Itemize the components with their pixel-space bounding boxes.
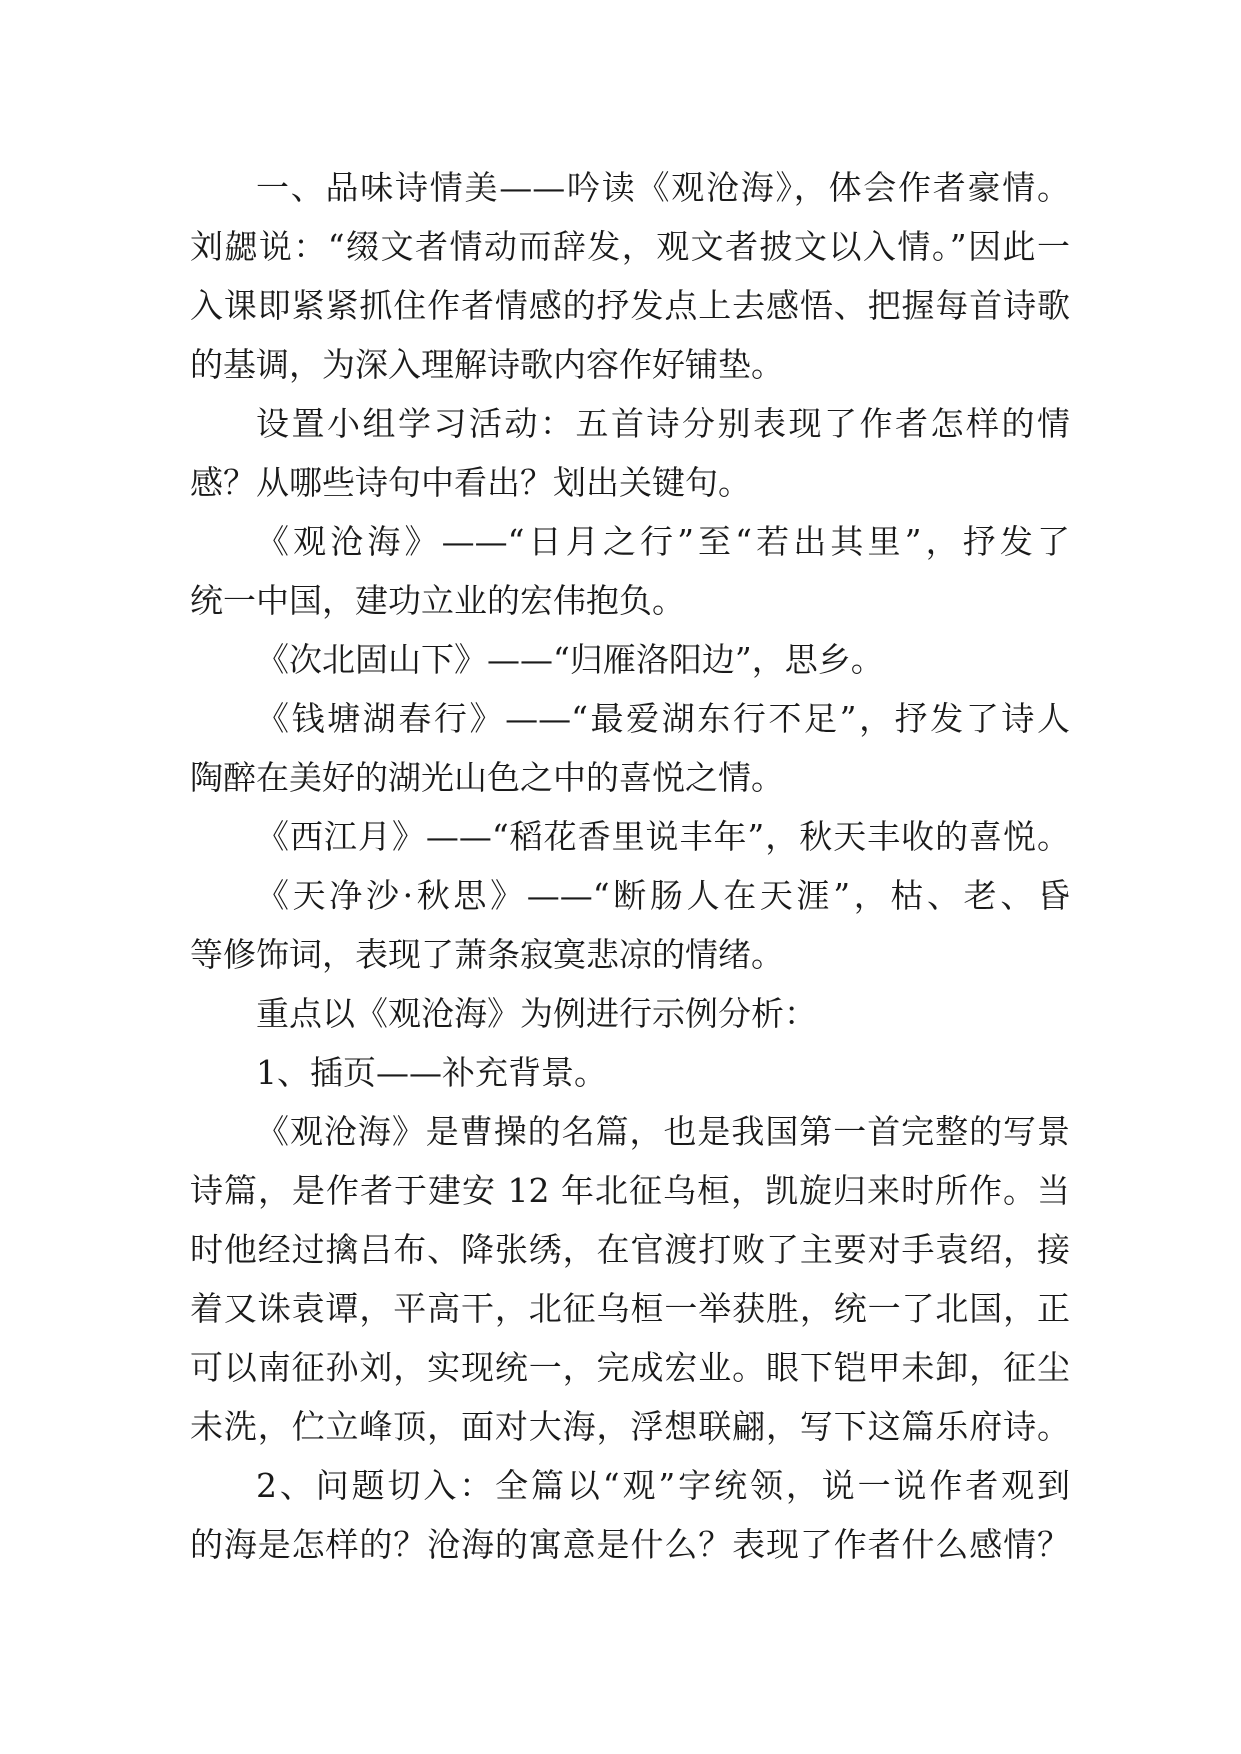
text-line: 《西江月》——“稻花香里说丰年”，秋天丰收的喜悦。	[256, 817, 1070, 856]
text-line: 时他经过擒吕布、降张绣，在官渡打败了主要对手袁绍，接	[190, 1230, 1070, 1269]
text-line: 统一中国，建功立业的宏伟抱负。	[190, 581, 685, 620]
text-line: 一、品味诗情美——吟读《观沧海》，体会作者豪情。	[256, 168, 1070, 207]
text-line: 《次北固山下》——“归雁洛阳边”，思乡。	[256, 640, 884, 679]
text-line: 刘勰说：“缀文者情动而辞发，观文者披文以入情。”因此一	[190, 227, 1070, 266]
text-line: 诗篇，是作者于建安 12 年北征乌桓，凯旋归来时所作。当	[190, 1171, 1070, 1210]
text-line: 未洗，伫立峰顶，面对大海，浮想联翩，写下这篇乐府诗。	[190, 1407, 1070, 1446]
text-line: 等修饰词，表现了萧条寂寞悲凉的情绪。	[190, 935, 784, 974]
text-line: 可以南征孙刘，实现统一，完成宏业。眼下铠甲未卸，征尘	[190, 1348, 1070, 1387]
text-line: 入课即紧紧抓住作者情感的抒发点上去感悟、把握每首诗歌	[190, 286, 1070, 325]
text-line: 《观沧海》是曹操的名篇，也是我国第一首完整的写景	[256, 1112, 1070, 1151]
text-line: 的基调，为深入理解诗歌内容作好铺垫。	[190, 345, 784, 384]
text-line: 《钱塘湖春行》——“最爱湖东行不足”，抒发了诗人	[256, 699, 1070, 738]
text-line: 《观沧海》——“日月之行”至“若出其里”，抒发了	[256, 522, 1070, 561]
text-line: 的海是怎样的？沧海的寓意是什么？表现了作者什么感情？	[190, 1525, 1070, 1564]
text-line: 设置小组学习活动：五首诗分别表现了作者怎样的情	[256, 404, 1070, 443]
document-body	[190, 158, 1070, 1574]
text-line: 1、插页——补充背景。	[256, 1053, 607, 1092]
text-line: 陶醉在美好的湖光山色之中的喜悦之情。	[190, 758, 784, 797]
text-line: 《天净沙·秋思》——“断肠人在天涯”，枯、老、昏	[256, 876, 1070, 915]
text-line: 2、问题切入：全篇以“观”字统领，说一说作者观到	[256, 1466, 1070, 1505]
text-line: 重点以《观沧海》为例进行示例分析：	[256, 994, 817, 1033]
text-line: 感？从哪些诗句中看出？划出关键句。	[190, 463, 751, 502]
text-line: 着又诛袁谭，平高干，北征乌桓一举获胜，统一了北国，正	[190, 1289, 1070, 1328]
